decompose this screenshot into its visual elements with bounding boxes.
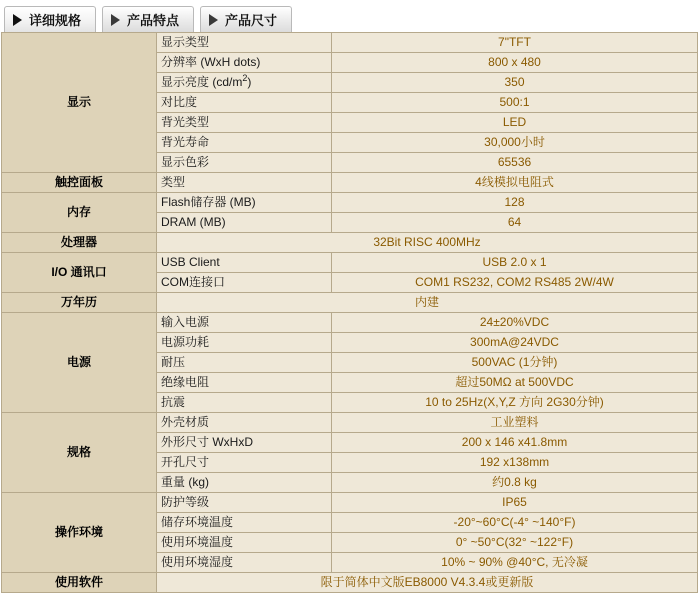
spec-value: 500:1: [332, 93, 698, 113]
group-label-power: 电源: [2, 313, 157, 413]
table-row: [2, 33, 698, 53]
spec-value: 192 x138mm: [332, 453, 698, 473]
spec-value: 200 x 146 x41.8mm: [332, 433, 698, 453]
spec-value: USB 2.0 x 1: [332, 253, 698, 273]
table-row: [2, 253, 698, 273]
group-label-processor: 处理器: [2, 233, 157, 253]
table-row: [2, 413, 698, 433]
spec-value: 128: [332, 193, 698, 213]
spec-value: 24±20%VDC: [332, 313, 698, 333]
spec-item: 耐压: [157, 353, 332, 373]
tab-product-dimensions[interactable]: [200, 6, 292, 32]
triangle-right-icon: [209, 14, 218, 26]
spec-value: 10% ~ 90% @40°C, 无冷凝: [332, 553, 698, 573]
tab-label: 详细规格: [29, 13, 82, 28]
spec-item: 储存环境温度: [157, 513, 332, 533]
spec-value: 30,000小时: [332, 133, 698, 153]
group-label-software: 使用软件: [2, 573, 157, 593]
spec-value: 32Bit RISC 400MHz: [157, 233, 698, 253]
tab-product-features[interactable]: [102, 6, 194, 32]
spec-item: 显示亮度 $(cd/m^2)$: [157, 73, 332, 93]
group-label-rtc: 万年历: [2, 293, 157, 313]
spec-value: COM1 RS232, COM2 RS485 2W/4W: [332, 273, 698, 293]
tab-label: 产品特点: [127, 13, 180, 28]
group-label-operating-environment: 操作环境: [2, 493, 157, 573]
spec-value: IP65: [332, 493, 698, 513]
spec-item: 开孔尺寸: [157, 453, 332, 473]
spec-item: 类型: [157, 173, 332, 193]
group-label-touch-panel: 触控面板: [2, 173, 157, 193]
triangle-right-icon: [13, 14, 22, 26]
spec-item: 使用环境温度: [157, 533, 332, 553]
tab-label: 产品尺寸: [225, 13, 278, 28]
spec-value: -20°~60°C(-4° ~140°F): [332, 513, 698, 533]
spec-value: 7"TFT: [332, 33, 698, 53]
triangle-right-icon: [111, 14, 120, 26]
spec-value: 10 to 25Hz(X,Y,Z 方向 2G30分钟): [332, 393, 698, 413]
table-row: [2, 313, 698, 333]
spec-item: 重量 (kg): [157, 473, 332, 493]
spec-item: 输入电源: [157, 313, 332, 333]
group-label-display: 显示: [2, 33, 157, 173]
spec-value: 4线模拟电阻式: [332, 173, 698, 193]
table-row: [2, 233, 698, 253]
spec-item: 抗震: [157, 393, 332, 413]
tab-bar: [0, 0, 699, 32]
spec-item: USB Client: [157, 253, 332, 273]
spec-value: 800 x 480: [332, 53, 698, 73]
spec-item: 背光类型: [157, 113, 332, 133]
spec-item: 绝缘电阻: [157, 373, 332, 393]
spec-value: 300mA@24VDC: [332, 333, 698, 353]
spec-value: 超过50MΩ at 500VDC: [332, 373, 698, 393]
spec-value: 64: [332, 213, 698, 233]
group-label-memory: 内存: [2, 193, 157, 233]
spec-value: LED: [332, 113, 698, 133]
superscript: 2: [242, 73, 248, 83]
spec-item: 显示色彩: [157, 153, 332, 173]
tab-detailed-spec[interactable]: [4, 6, 96, 32]
table-row: [2, 173, 698, 193]
table-row: [2, 573, 698, 593]
spec-item: DRAM (MB): [157, 213, 332, 233]
spec-value: 0° ~50°C(32° ~122°F): [332, 533, 698, 553]
spec-value: 65536: [332, 153, 698, 173]
spec-item: 外壳材质: [157, 413, 332, 433]
spec-item: COM连接口: [157, 273, 332, 293]
spec-item: 外形尺寸 WxHxD: [157, 433, 332, 453]
table-row: [2, 193, 698, 213]
group-label-io-port: I/O 通讯口: [2, 253, 157, 293]
spec-item: 背光寿命: [157, 133, 332, 153]
spec-value: 350: [332, 73, 698, 93]
spec-item: 分辨率 (WxH dots): [157, 53, 332, 73]
spec-value: 500VAC (1分钟): [332, 353, 698, 373]
spec-value: 限于简体中文版EB8000 V4.3.4或更新版: [157, 573, 698, 593]
spec-item: 电源功耗: [157, 333, 332, 353]
spec-item: 显示类型: [157, 33, 332, 53]
table-row: [2, 293, 698, 313]
spec-item: 使用环境湿度: [157, 553, 332, 573]
spec-value: 工业塑料: [332, 413, 698, 433]
specification-table: [1, 32, 698, 593]
spec-item: 对比度: [157, 93, 332, 113]
group-label-specification: 规格: [2, 413, 157, 493]
spec-item: 防护等级: [157, 493, 332, 513]
spec-value: 约0.8 kg: [332, 473, 698, 493]
spec-value: 内建: [157, 293, 698, 313]
spec-item: Flash储存器 (MB): [157, 193, 332, 213]
table-row: [2, 493, 698, 513]
